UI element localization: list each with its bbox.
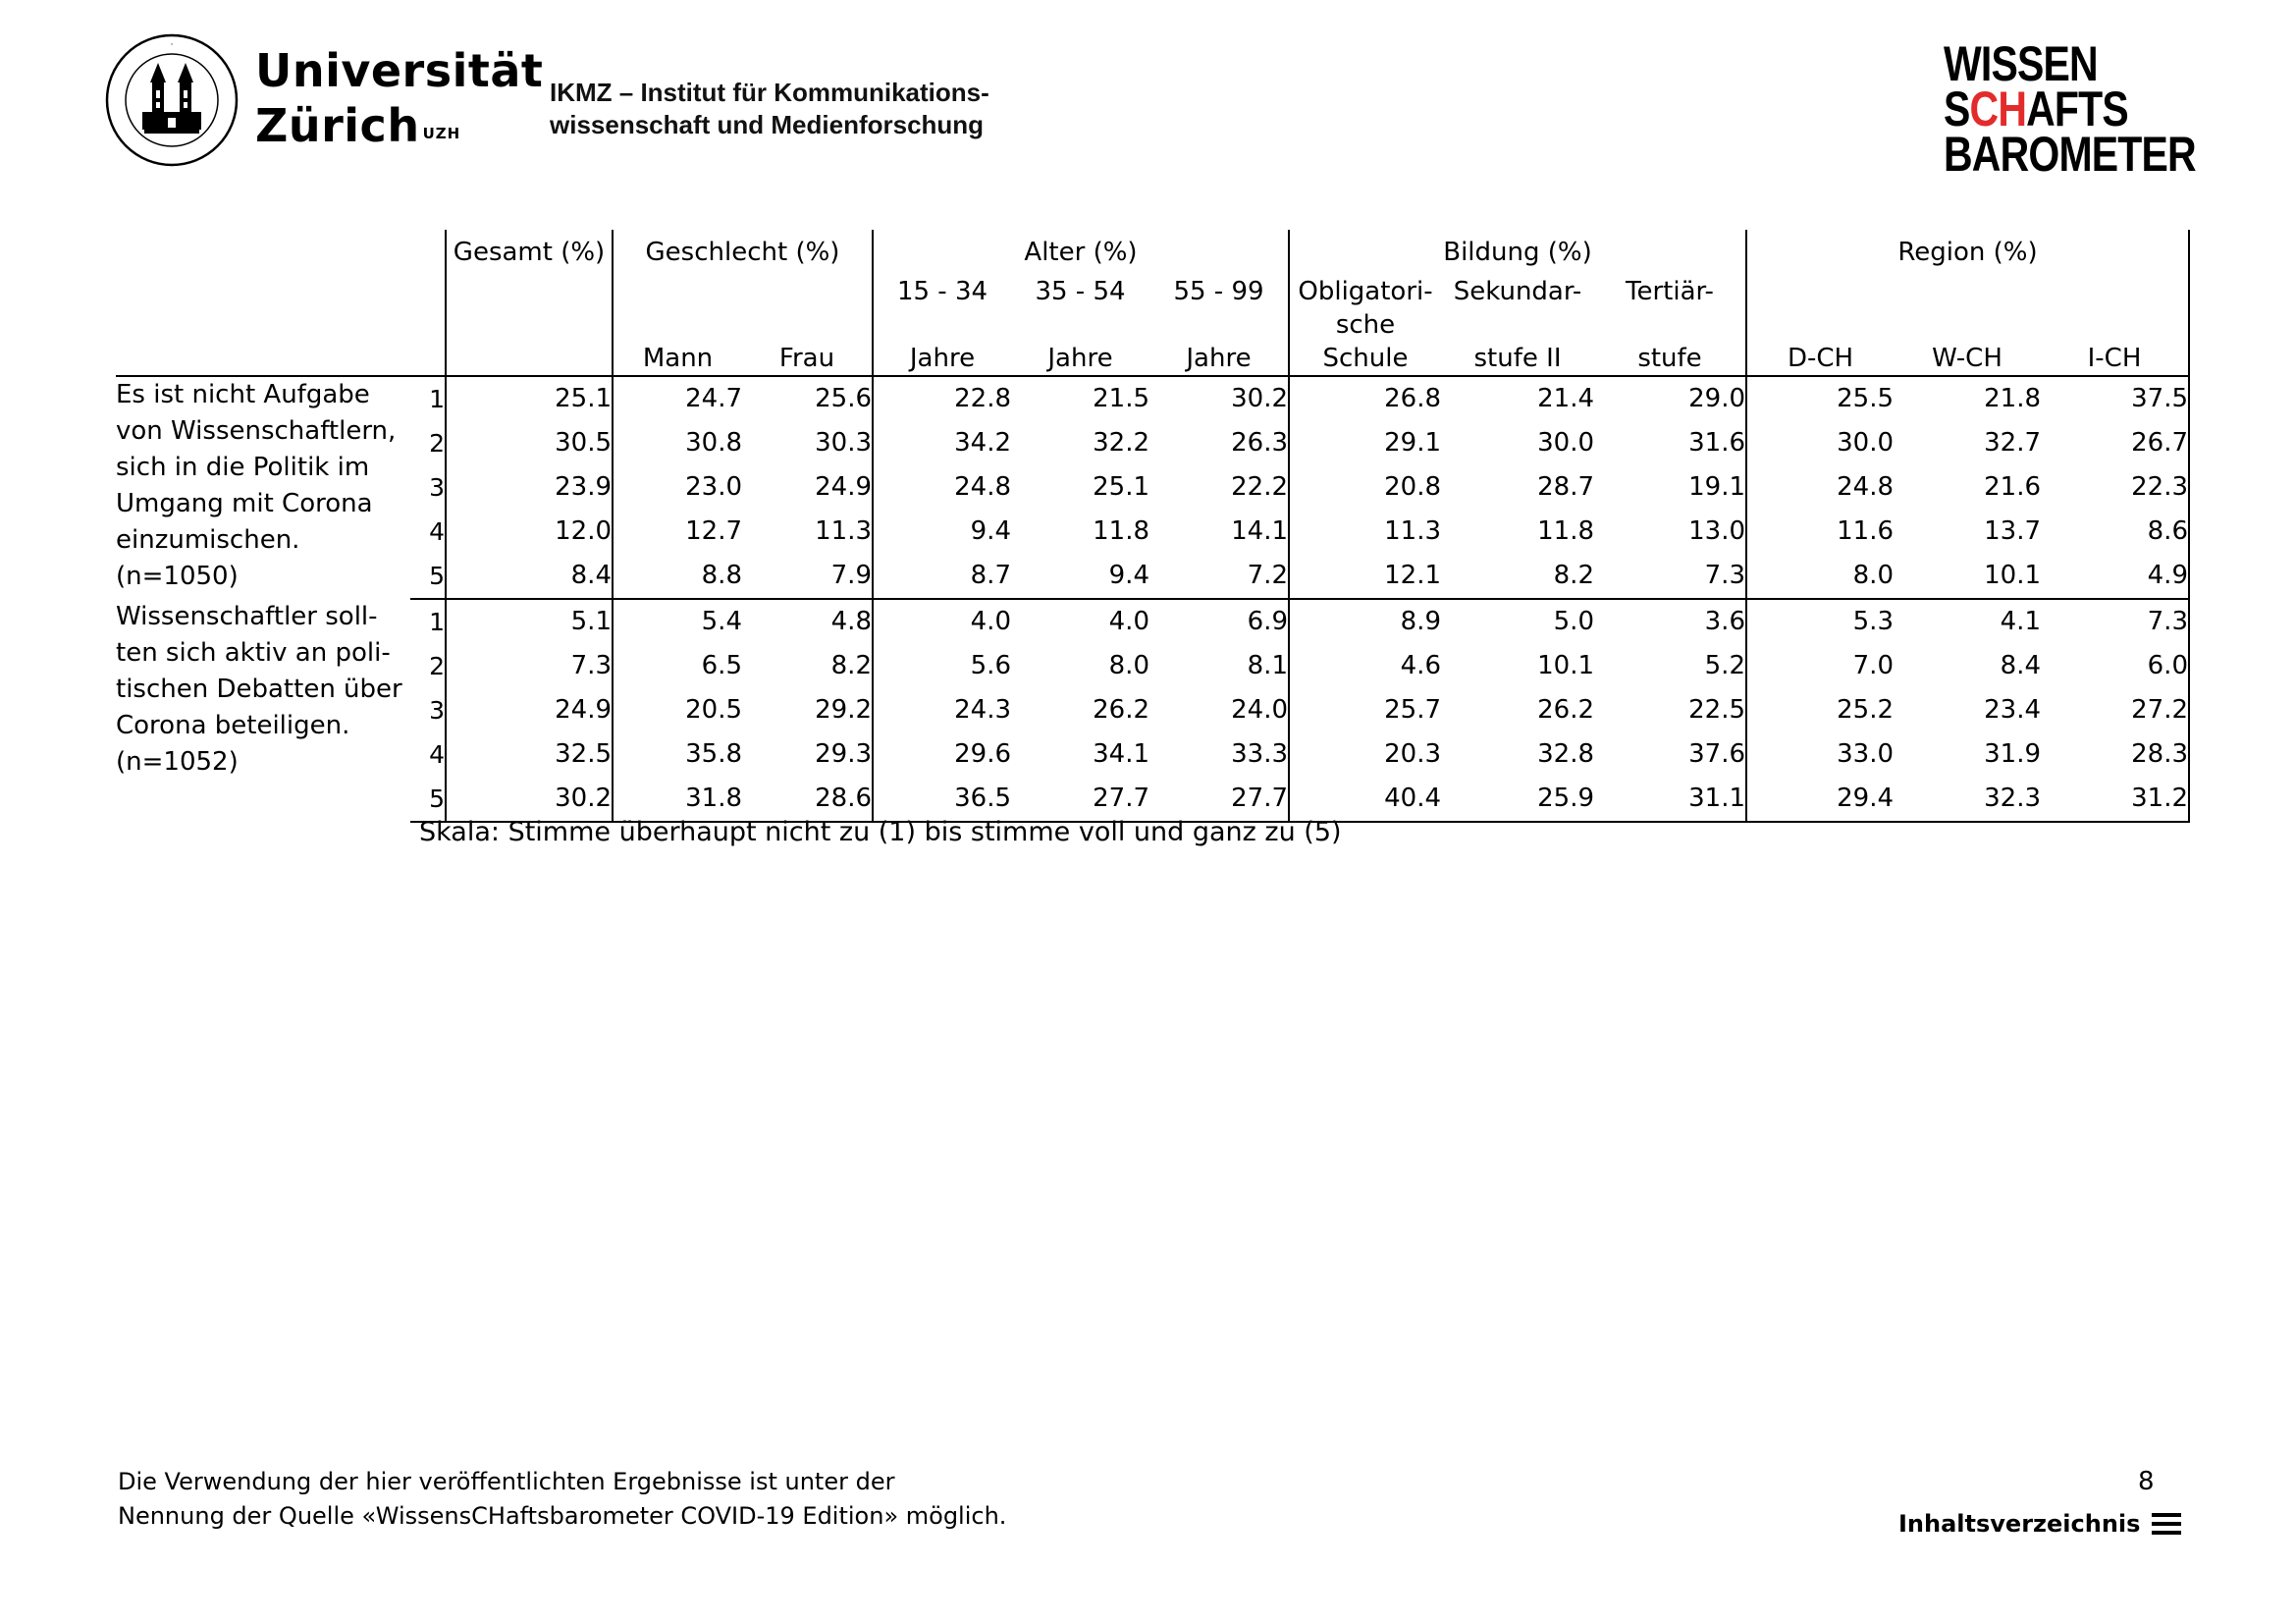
subheader-top bbox=[1894, 275, 2041, 308]
table-cell: 4.0 bbox=[873, 599, 1011, 644]
table-row bbox=[116, 510, 2189, 554]
university-name bbox=[255, 43, 543, 153]
table-cell: 4.0 bbox=[1108, 607, 1149, 636]
table-cell: 30.2 bbox=[1231, 384, 1288, 413]
table-row bbox=[116, 688, 2189, 732]
table-cell: 35.8 bbox=[613, 732, 742, 777]
scale-score: 4 bbox=[429, 517, 445, 546]
table-cell: 25.5 bbox=[1746, 376, 1894, 421]
logo-line3: BAROMETER bbox=[1944, 127, 2196, 182]
logo-line2-b: AFTS bbox=[2026, 81, 2128, 136]
table-cell: 26.2 bbox=[1537, 695, 1594, 725]
table-cell: 30.8 bbox=[613, 421, 742, 465]
table-cell: 31.2 bbox=[2041, 777, 2189, 822]
table-cell: 30.0 bbox=[1746, 421, 1894, 465]
table-cell: 7.3 bbox=[446, 644, 613, 688]
scale-score: 4 bbox=[429, 740, 445, 769]
wissenschaftsbarometer-logo bbox=[1944, 36, 2196, 182]
question-label-line: tischen Debatten über bbox=[116, 675, 402, 704]
table-cell: 14.1 bbox=[1231, 516, 1288, 546]
university-line1: Universität bbox=[255, 44, 544, 97]
scale-score: 5 bbox=[410, 554, 446, 599]
results-table bbox=[116, 230, 2190, 823]
table-cell: 23.4 bbox=[1984, 695, 2041, 725]
table-cell: 8.4 bbox=[2000, 651, 2041, 680]
table-body bbox=[116, 376, 2189, 822]
table-cell: 13.7 bbox=[1984, 516, 2041, 546]
table-cell: 11.8 bbox=[1537, 516, 1594, 546]
subheader-top bbox=[613, 275, 742, 308]
subheader-bottom: stufe bbox=[1594, 308, 1746, 376]
logo-line2-highlight: CH bbox=[1969, 81, 2027, 136]
table-cell: 20.5 bbox=[613, 688, 742, 732]
table-cell: 25.9 bbox=[1441, 777, 1594, 822]
table-row bbox=[116, 421, 2189, 465]
footer-note bbox=[118, 1465, 1006, 1534]
table-cell: 30.3 bbox=[815, 428, 872, 458]
table-cell: 29.0 bbox=[1688, 384, 1745, 413]
subheader-top: 35 - 54 bbox=[1035, 277, 1126, 306]
table-cell: 4.9 bbox=[2041, 554, 2189, 599]
table-cell: 8.4 bbox=[446, 554, 613, 599]
table-cell: 7.3 bbox=[2041, 599, 2189, 644]
table-cell: 24.9 bbox=[815, 472, 872, 502]
table-row bbox=[116, 732, 2189, 777]
table-cell: 8.6 bbox=[2041, 510, 2189, 554]
sub-header-row-1 bbox=[116, 275, 2189, 308]
table-cell: 8.2 bbox=[830, 651, 872, 680]
logo-line2 bbox=[1944, 81, 2196, 136]
table-cell: 4.6 bbox=[1289, 644, 1441, 688]
table-cell: 24.7 bbox=[613, 376, 742, 421]
table-cell: 8.8 bbox=[613, 554, 742, 599]
table-cell: 4.8 bbox=[830, 607, 872, 636]
table-cell: 31.6 bbox=[1688, 428, 1745, 458]
table-row bbox=[116, 554, 2189, 599]
table-cell: 8.9 bbox=[1289, 599, 1441, 644]
subheader-bottom: W-CH bbox=[1894, 308, 2041, 376]
table-cell: 13.0 bbox=[1688, 516, 1745, 546]
table-cell: 31.8 bbox=[613, 777, 742, 822]
table-cell: 12.1 bbox=[1289, 554, 1441, 599]
table-cell: 11.3 bbox=[1289, 510, 1441, 554]
question-label bbox=[116, 599, 410, 822]
table-cell: 30.2 bbox=[446, 777, 613, 822]
table-cell: 30.5 bbox=[446, 421, 613, 465]
table-cell: 20.8 bbox=[1289, 465, 1441, 510]
scale-score: 1 bbox=[429, 608, 445, 636]
table-cell: 6.0 bbox=[2041, 644, 2189, 688]
subheader-top: 15 - 34 bbox=[873, 275, 1011, 308]
table-row bbox=[116, 644, 2189, 688]
question-label-line: (n=1052) bbox=[116, 747, 239, 777]
question-label-line: (n=1050) bbox=[116, 562, 239, 591]
subheader-bottom: Jahre bbox=[1149, 308, 1289, 376]
university-seal-icon bbox=[105, 33, 239, 167]
question-label-line: ten sich aktiv an poli- bbox=[116, 638, 391, 668]
table-cell: 31.1 bbox=[1594, 777, 1746, 822]
table-cell: 34.2 bbox=[873, 421, 1011, 465]
table-cell: 32.3 bbox=[1894, 777, 2041, 822]
scale-score: 3 bbox=[429, 696, 445, 725]
subheader-bottom: stufe II bbox=[1441, 308, 1594, 376]
subheader-bottom: Frau bbox=[742, 308, 873, 376]
table-cell: 27.7 bbox=[1149, 777, 1289, 822]
subheader-top bbox=[1746, 275, 1894, 308]
subheader-bottom: Mann bbox=[613, 308, 742, 376]
table-cell: 11.8 bbox=[1093, 516, 1149, 546]
table-cell: 7.2 bbox=[1149, 554, 1289, 599]
table-cell: 34.1 bbox=[1093, 739, 1149, 769]
table-row bbox=[116, 599, 2189, 644]
subheader-top bbox=[2041, 275, 2189, 308]
table-cell: 19.1 bbox=[1688, 472, 1745, 502]
header-region: Region (%) bbox=[1746, 230, 2189, 275]
table-cell: 37.6 bbox=[1688, 739, 1745, 769]
sub-header-row-2 bbox=[116, 308, 2189, 376]
header-bildung: Bildung (%) bbox=[1289, 230, 1746, 275]
question-label-line: einzumischen. bbox=[116, 525, 300, 555]
table-cell: 24.9 bbox=[446, 688, 613, 732]
table-cell: 5.6 bbox=[873, 644, 1011, 688]
table-cell: 8.7 bbox=[873, 554, 1011, 599]
table-cell: 26.2 bbox=[1093, 695, 1149, 725]
subheader-top: Sekundar- bbox=[1453, 277, 1582, 306]
header-alter: Alter (%) bbox=[873, 230, 1289, 275]
table-cell: 28.3 bbox=[2041, 732, 2189, 777]
subheader-top: Obligatori- bbox=[1289, 275, 1441, 308]
scale-score: 2 bbox=[429, 429, 445, 458]
institute-line2: wissenschaft und Medienforschung bbox=[550, 110, 985, 139]
table-cell: 5.4 bbox=[613, 599, 742, 644]
table-cell: 31.9 bbox=[1984, 739, 2041, 769]
table-cell: 8.0 bbox=[1746, 554, 1894, 599]
scale-score: 5 bbox=[410, 777, 446, 822]
table-cell: 29.4 bbox=[1746, 777, 1894, 822]
table-cell: 12.0 bbox=[446, 510, 613, 554]
subheader-top: Tertiär- bbox=[1626, 277, 1714, 306]
table-cell: 21.4 bbox=[1537, 384, 1594, 413]
table-cell: 10.1 bbox=[1537, 651, 1594, 680]
subheader-bottom: Jahre bbox=[1011, 308, 1149, 376]
toc-link[interactable] bbox=[1898, 1508, 2181, 1540]
table-cell: 33.0 bbox=[1746, 732, 1894, 777]
table-cell: 8.0 bbox=[1108, 651, 1149, 680]
table-row bbox=[116, 465, 2189, 510]
institute-line1: IKMZ – Institut für Kommunikations- bbox=[550, 78, 989, 107]
table-cell: 7.9 bbox=[742, 554, 873, 599]
table-cell: 22.8 bbox=[873, 376, 1011, 421]
table-cell: 23.0 bbox=[613, 465, 742, 510]
table-cell: 9.4 bbox=[873, 510, 1011, 554]
toc-label[interactable]: Inhaltsverzeichnis bbox=[1898, 1510, 2141, 1538]
institute-name bbox=[550, 77, 989, 141]
table-cell: 33.3 bbox=[1231, 739, 1288, 769]
table-cell: 25.7 bbox=[1289, 688, 1441, 732]
university-abbr: UZH bbox=[422, 125, 461, 142]
logo-line2-a: S bbox=[1944, 81, 1970, 136]
table-cell: 36.5 bbox=[873, 777, 1011, 822]
table-cell: 4.1 bbox=[2000, 607, 2041, 636]
logo-line1: WISSEN bbox=[1944, 36, 2098, 91]
university-line2: Zürich bbox=[255, 99, 420, 152]
table-cell: 9.4 bbox=[1011, 554, 1149, 599]
table-cell: 10.1 bbox=[1894, 554, 2041, 599]
table-cell: 23.9 bbox=[446, 465, 613, 510]
table-cell: 6.5 bbox=[613, 644, 742, 688]
table-cell: 22.3 bbox=[2041, 465, 2189, 510]
table-cell: 29.3 bbox=[815, 739, 872, 769]
question-label-line: Wissenschaftler soll- bbox=[116, 602, 378, 631]
header-gesamt: Gesamt (%) bbox=[446, 230, 613, 275]
table-cell: 29.2 bbox=[815, 695, 872, 725]
scale-score: 1 bbox=[429, 385, 445, 413]
menu-icon[interactable] bbox=[2152, 1508, 2181, 1540]
footer-note-line1: Die Verwendung der hier veröffentlichten Ergebnisse ist unter der bbox=[118, 1468, 895, 1495]
table-cell: 21.5 bbox=[1093, 384, 1149, 413]
question-label-line: sich in die Politik im bbox=[116, 453, 370, 482]
table-cell: 25.1 bbox=[446, 376, 613, 421]
table-cell: 24.3 bbox=[873, 688, 1011, 732]
table-cell: 22.2 bbox=[1231, 472, 1288, 502]
table-row bbox=[116, 777, 2189, 822]
subheader-bottom: sche Schule bbox=[1289, 308, 1441, 376]
table-cell: 5.3 bbox=[1746, 599, 1894, 644]
table-cell: 8.1 bbox=[1247, 651, 1288, 680]
scale-score: 3 bbox=[429, 473, 445, 502]
table-cell: 28.6 bbox=[742, 777, 873, 822]
subheader-top bbox=[742, 275, 873, 308]
table-cell: 28.7 bbox=[1537, 472, 1594, 502]
table-cell: 40.4 bbox=[1289, 777, 1441, 822]
table-cell: 3.6 bbox=[1704, 607, 1745, 636]
question-label-line: Corona beteiligen. bbox=[116, 711, 350, 740]
table-cell: 32.5 bbox=[446, 732, 613, 777]
table-cell: 20.3 bbox=[1289, 732, 1441, 777]
table-cell: 26.3 bbox=[1231, 428, 1288, 458]
table-cell: 25.1 bbox=[1093, 472, 1149, 502]
table-cell: 27.7 bbox=[1011, 777, 1149, 822]
svg-text:·: · bbox=[170, 40, 174, 50]
question-label-line: von Wissenschaftlern, bbox=[116, 416, 397, 446]
table-cell: 22.5 bbox=[1688, 695, 1745, 725]
page-number: 8 bbox=[2138, 1467, 2155, 1496]
group-header-row bbox=[116, 230, 2189, 275]
table-cell: 11.6 bbox=[1746, 510, 1894, 554]
table-cell: 5.0 bbox=[1553, 607, 1594, 636]
table-cell: 32.2 bbox=[1093, 428, 1149, 458]
table-cell: 25.2 bbox=[1746, 688, 1894, 732]
table-cell: 21.8 bbox=[1984, 384, 2041, 413]
table-cell: 24.8 bbox=[873, 465, 1011, 510]
subheader-bottom: I-CH bbox=[2041, 308, 2189, 376]
table-cell: 27.2 bbox=[2041, 688, 2189, 732]
table-cell: 21.6 bbox=[1984, 472, 2041, 502]
footer-note-line2: Nennung der Quelle «WissensCHaftsbarometer COVID-19 Edition» möglich. bbox=[118, 1502, 1007, 1530]
table-cell: 12.7 bbox=[613, 510, 742, 554]
table-cell: 7.3 bbox=[1594, 554, 1746, 599]
table-cell: 24.0 bbox=[1231, 695, 1288, 725]
table-cell: 24.8 bbox=[1746, 465, 1894, 510]
table-cell: 29.1 bbox=[1289, 421, 1441, 465]
question-label-line: Umgang mit Corona bbox=[116, 489, 373, 518]
table-cell: 26.8 bbox=[1289, 376, 1441, 421]
table-cell: 6.9 bbox=[1247, 607, 1288, 636]
table-cell: 32.7 bbox=[1984, 428, 2041, 458]
question-label bbox=[116, 376, 410, 599]
scale-score: 2 bbox=[429, 652, 445, 680]
table-cell: 7.0 bbox=[1746, 644, 1894, 688]
table-cell: 32.8 bbox=[1537, 739, 1594, 769]
question-label-line: Es ist nicht Aufgabe bbox=[116, 380, 370, 409]
table-cell: 26.7 bbox=[2041, 421, 2189, 465]
subheader-bottom: Jahre bbox=[873, 308, 1011, 376]
table-cell: 8.2 bbox=[1441, 554, 1594, 599]
table-cell: 5.2 bbox=[1704, 651, 1745, 680]
table-cell: 37.5 bbox=[2041, 376, 2189, 421]
scale-note: Skala: Stimme überhaupt nicht zu (1) bis stimme voll und ganz zu (5) bbox=[419, 817, 1342, 847]
table-row bbox=[116, 376, 2189, 421]
table-cell: 5.1 bbox=[446, 599, 613, 644]
table-cell: 29.6 bbox=[873, 732, 1011, 777]
table-cell: 30.0 bbox=[1537, 428, 1594, 458]
subheader-bottom: D-CH bbox=[1746, 308, 1894, 376]
table-cell: 25.6 bbox=[815, 384, 872, 413]
header-geschlecht: Geschlecht (%) bbox=[613, 230, 873, 275]
subheader-top: 55 - 99 bbox=[1173, 277, 1264, 306]
table-cell: 11.3 bbox=[815, 516, 872, 546]
